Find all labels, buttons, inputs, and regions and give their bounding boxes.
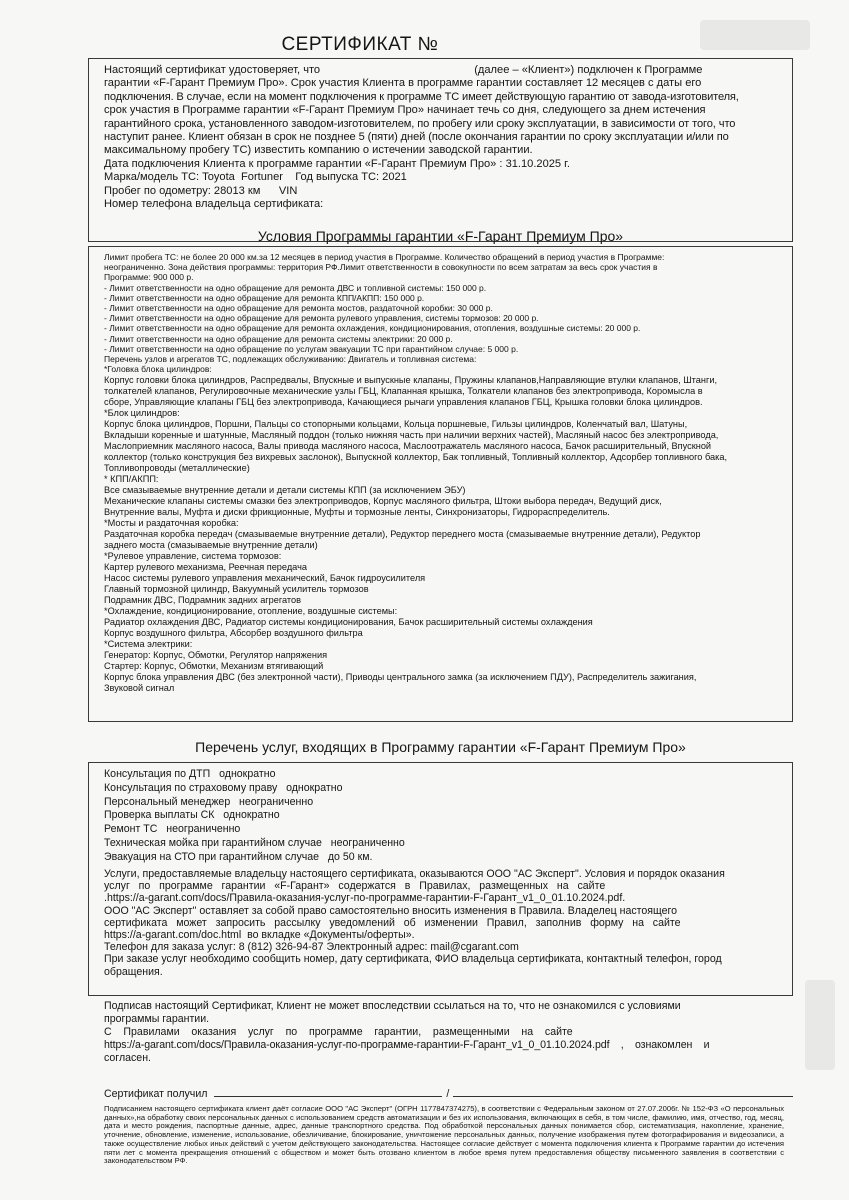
acceptance-text bbox=[104, 1000, 784, 1065]
service-item: Ремонт ТС неограниченно bbox=[104, 823, 241, 836]
owner-phone: Номер телефона владельца сертификата: bbox=[104, 198, 324, 211]
condition-line: Раздаточная коробка передач (смазываемые внутренние детали), Редуктор переднего моста (смазываемые внутренние детали), Редуктор bbox=[104, 529, 701, 539]
legal-line: Услуги, предоставляемые владельцу настоящего сертификата, оказываются ООО "АС Эксперт". Условия и порядок оказания bbox=[104, 868, 725, 880]
condition-line: Корпус блока цилиндров, Поршни, Пальцы со стопорными кольцами, Кольца поршневые, Гильзы цилиндров, Коленчатый вал, Шатуны, bbox=[104, 419, 688, 429]
intro-line: максимальному пробегу ТС) известить компанию о истечении заводской гарантии. bbox=[104, 144, 533, 157]
received-label: Сертификат получил bbox=[104, 1088, 208, 1100]
condition-line: коллектор (только конструкция без вихревых заслонок), Выпускной коллектор, Бак топливный, Топливный коллектор, Адсорбер топливного бака, bbox=[104, 452, 728, 462]
condition-line: Внутренние валы, Муфта и диски фрикционные, Муфты и тормозные ленты, Синхронизаторы, Гидрораспределитель. bbox=[104, 507, 610, 517]
condition-line: *Блок цилиндров: bbox=[104, 408, 180, 418]
contact-line: Телефон для заказа услуг: 8 (812) 326-94-87 Электронный адрес: mail@cgarant.com bbox=[104, 941, 519, 954]
services-title: Перечень услуг, входящих в Программу гарантии «F-Гарант Премиум Про» bbox=[195, 739, 686, 755]
condition-line: *Головка блока цилиндров: bbox=[104, 364, 212, 375]
condition-line: Корпус блока управления ДВС (без электронной части), Приводы центрального замка (за исключением ПДУ), Распределитель зажигания, bbox=[104, 672, 697, 682]
legal-line: ООО "АС Эксперт" оставляет за собой право самостоятельно вносить изменения в Правила. Владелец настоящего bbox=[104, 904, 678, 917]
condition-line: Стартер: Корпус, Обмотки, Механизм втягивающий bbox=[104, 661, 324, 671]
acceptance-line: программы гарантии. bbox=[104, 1013, 210, 1025]
condition-line: - Лимит ответственности на одно обращение для ремонта КПП/АКПП: 150 000 р. bbox=[104, 292, 425, 303]
condition-line: Программе: 900 000 р. bbox=[104, 272, 194, 283]
condition-line: Звуковой сигнал bbox=[104, 683, 175, 693]
acceptance-line: согласен. bbox=[104, 1052, 151, 1064]
acceptance-line: Подписав настоящий Сертификат, Клиент не может впоследствии ссылаться на то, что не ознакомился с условиями bbox=[104, 1000, 681, 1012]
condition-line: Все смазываемые внутренние детали и детали системы КПП (за исключением ЭБУ) bbox=[104, 485, 466, 495]
signature-row bbox=[104, 1088, 724, 1100]
legal-line: услуг по программе гарантии «F-Гарант» содержатся в Правилах, размещенных на сайте bbox=[104, 880, 606, 893]
intro-text bbox=[104, 64, 784, 211]
service-item: Эвакуация на СТО при гарантийном случае до 50 км. bbox=[104, 850, 373, 863]
intro-line: гарантийного срока, установленного заводом-изготовителем, по пробегу или сроку эксплуатации, в зависимости от того, что bbox=[104, 117, 736, 130]
intro-line: гарантии «F-Гарант Премиум Про». Срок участия Клиента в программе гарантии составляет 12 месяцев с даты его bbox=[104, 77, 702, 90]
condition-line: неограниченно. Зона действия программы: территория РФ.Лимит ответственности в совокупности по всем затратам за весь срок участия в bbox=[104, 262, 658, 273]
condition-line: сборе, Управляющие клапаны ГБЦ без электропривода, Качающиеся рычаги управления клапанов ГБЦ, Крышка головки блока цилиндров. bbox=[104, 397, 703, 407]
legal-line: сертификата может запросить рассылку уведомлений об изменении Правил, заполнив форму на сайте bbox=[104, 916, 681, 929]
condition-line: Корпус воздушного фильтра, Абсорбер воздушного фильтра bbox=[104, 628, 363, 638]
acceptance-line: С Правилами оказания услуг по программе гарантии, размещенными на сайте bbox=[104, 1026, 573, 1038]
condition-line: *Система электрики: bbox=[104, 639, 193, 649]
connection-date: Дата подключения Клиента к программе гарантии «F-Гарант Премиум Про» : 31.10.2025 г. bbox=[104, 157, 570, 170]
condition-line: Корпус головки блока цилиндров, Распредвалы, Впускные и выпускные клапаны, Пружины клапанов,Направляющие втулки клапанов, Штанги, bbox=[104, 375, 717, 385]
intro-line: срок участия в Программе гарантии «F-Гарант Премиум Про» начинает течь со дня, следующего за днем истечения bbox=[104, 104, 706, 117]
condition-line: Генератор: Корпус, Обмотки, Регулятор напряжения bbox=[104, 650, 328, 660]
service-item: Персональный менеджер неограниченно bbox=[104, 795, 314, 808]
name-line bbox=[453, 1095, 793, 1097]
conditions-header bbox=[104, 252, 784, 374]
acceptance-line: https://a-garant.com/docs/Правила-оказания-услуг-по-программе-гарантии-F-Гарант_v1_0_01.10.2024.pdf , ознакомлен и bbox=[104, 1039, 710, 1051]
legal-line: обращения. bbox=[104, 965, 163, 978]
condition-line: *Рулевое управление, система тормозов: bbox=[104, 551, 282, 561]
service-item: Консультация по страховому праву однократно bbox=[104, 781, 343, 794]
condition-line: Вкладыши коренные и шатунные, Масляный поддон (только нижняя часть при наличии верхних частей), Масляный насос без электропривода, bbox=[104, 430, 719, 440]
condition-line: Лимит пробега ТС: не более 20 000 км.за 12 месяцев в период участия в Программе. Количество обращений в период участия в Программе: bbox=[104, 252, 665, 262]
service-item: Техническая мойка при гарантийном случае неограниченно bbox=[104, 836, 405, 849]
scan-artifact bbox=[805, 980, 835, 1070]
intro-line: наступит ранее. Клиент обязан в срок не позднее 5 (пяти) дней (после окончания гарантии по сроку эксплуатации и/или по bbox=[104, 131, 729, 144]
condition-line: - Лимит ответственности на одно обращение по услугам эвакуации ТС при гарантийном случае: 5 000 р. bbox=[104, 343, 519, 354]
condition-line: Маслоприемник масляного насоса, Валы привода масляного насоса, Маслоотражатель масляного насоса, Бачок расширительный, Впускной bbox=[104, 441, 712, 451]
services-legal bbox=[104, 868, 784, 978]
condition-line: - Лимит ответственности на одно обращение для ремонта системы электрики: 20 000 р. bbox=[104, 333, 453, 344]
condition-line: Механические клапаны системы смазки без электроприводов, Корпус масляного фильтра, Штоки выбора передач, Ведущий диск, bbox=[104, 496, 662, 506]
services-list bbox=[104, 768, 784, 865]
signature-slash: / bbox=[446, 1088, 450, 1100]
consent-fine-print: Подписанием настоящего сертификата клиент даёт согласие ООО "АС Эксперт" (ОГРН 1177847374275), в соответствии с Федеральным законом от 27.07.2006г. № 152-ФЗ «О персональных данных»,на обработку своих персональных данных с использованием средств автоматизации и без их использования, включающих в себя, в том числе, фамилию, имя, отчество, год, месяц, дата и место рождения, паспортные данные, адрес, данные транспортного средства. Под обработкой персональных данных понимается сбор, систематизация, накопление, хранение, уточнение, обновление, изменение, использование, обезличивание, блокирование, уничтожение персональных данных, получение изображения путем фотографирования и видеозаписи, а также осуществление любых иных действий с учетом действующего законодательства. Настоящее согласие действует с момента подключения клиента к Программе гарантии до истечения пяти лет с момента прекращения отношений с обществом и может быть отозвано клиентом в любое время путем предоставления обществу письменного заявления в соответствии с законодательством РФ. bbox=[104, 1104, 784, 1166]
condition-line: Топливопроводы (металлические) bbox=[104, 463, 250, 473]
condition-line: Главный тормозной цилиндр, Вакуумный усилитель тормозов bbox=[104, 584, 369, 594]
condition-line: заднего моста (смазываемые внутренние детали) bbox=[104, 540, 318, 550]
condition-line: *Охлаждение, кондиционирование, отопление, воздушные системы: bbox=[104, 606, 398, 616]
condition-line: * КПП/АКПП: bbox=[104, 474, 159, 484]
odometer-vin: Пробег по одометру: 28013 км VIN bbox=[104, 184, 298, 197]
condition-line: Картер рулевого механизма, Реечная передача bbox=[104, 562, 307, 572]
intro-line: Настоящий сертификат удостоверяет, что (далее – «Клиент») подключен к Программе bbox=[104, 64, 703, 76]
legal-line: При заказе услуг необходимо сообщить номер, дату сертификата, ФИО владельца сертификата, контактный телефон, город bbox=[104, 953, 722, 966]
condition-line: Перечень узлов и агрегатов ТС, подлежащих обслуживанию: Двигатель и топливная система: bbox=[104, 354, 477, 365]
service-item: Проверка выплаты СК однократно bbox=[104, 809, 280, 822]
intro-line: подключения. В случае, если на момент подключения к программе ТС имеет действующую гарантию от завода-изготовителя, bbox=[104, 90, 739, 103]
condition-line: Подрамник ДВС, Подрамник задних агрегатов bbox=[104, 595, 302, 605]
legal-line: .https://a-garant.com/docs/Правила-оказания-услуг-по-программе-гарантии-F-Гарант_v1_0_01.10.2024.pdf. bbox=[104, 892, 626, 905]
conditions-title: Условия Программы гарантии «F-Гарант Премиум Про» bbox=[257, 228, 624, 244]
conditions-body bbox=[104, 375, 786, 694]
service-item: Консультация по ДТП однократно bbox=[104, 768, 276, 780]
condition-line: - Лимит ответственности на одно обращение для ремонта ДВС и топливной системы: 150 000 р. bbox=[104, 282, 487, 293]
vehicle-model: Марка/модель ТС: Toyota Fortuner Год выпуска ТС: 2021 bbox=[104, 171, 407, 184]
condition-line: *Мосты и раздаточная коробка: bbox=[104, 518, 239, 528]
condition-line: - Лимит ответственности на одно обращение для ремонта рулевого управления, системы тормозов: 20 000 р. bbox=[104, 313, 539, 324]
condition-line: Радиатор охлаждения ДВС, Радиатор системы кондиционирования, Бачок расширительный системы охлаждения bbox=[104, 617, 593, 627]
signature-line bbox=[214, 1095, 442, 1097]
legal-line: https://a-garant.com/doc.html во вкладке «Документы/оферты». bbox=[104, 929, 415, 942]
condition-line: Насос системы рулевого управления механический, Бачок гидроусилителя bbox=[104, 573, 426, 583]
condition-line: - Лимит ответственности на одно обращение для ремонта мостов, раздаточной коробки: 30 000 р. bbox=[104, 303, 493, 314]
certificate-title: СЕРТИФИКАТ № bbox=[281, 34, 439, 55]
condition-line: толкателей клапанов, Регулировочные механические узлы ГБЦ, Клапанная крышка, Толкатели клапанов без электропривода, Коромысла в bbox=[104, 386, 703, 396]
condition-line: - Лимит ответственности на одно обращение для ремонта охлаждения, кондиционирования, отопления, воздушные системы: 20 000 р. bbox=[104, 323, 641, 334]
